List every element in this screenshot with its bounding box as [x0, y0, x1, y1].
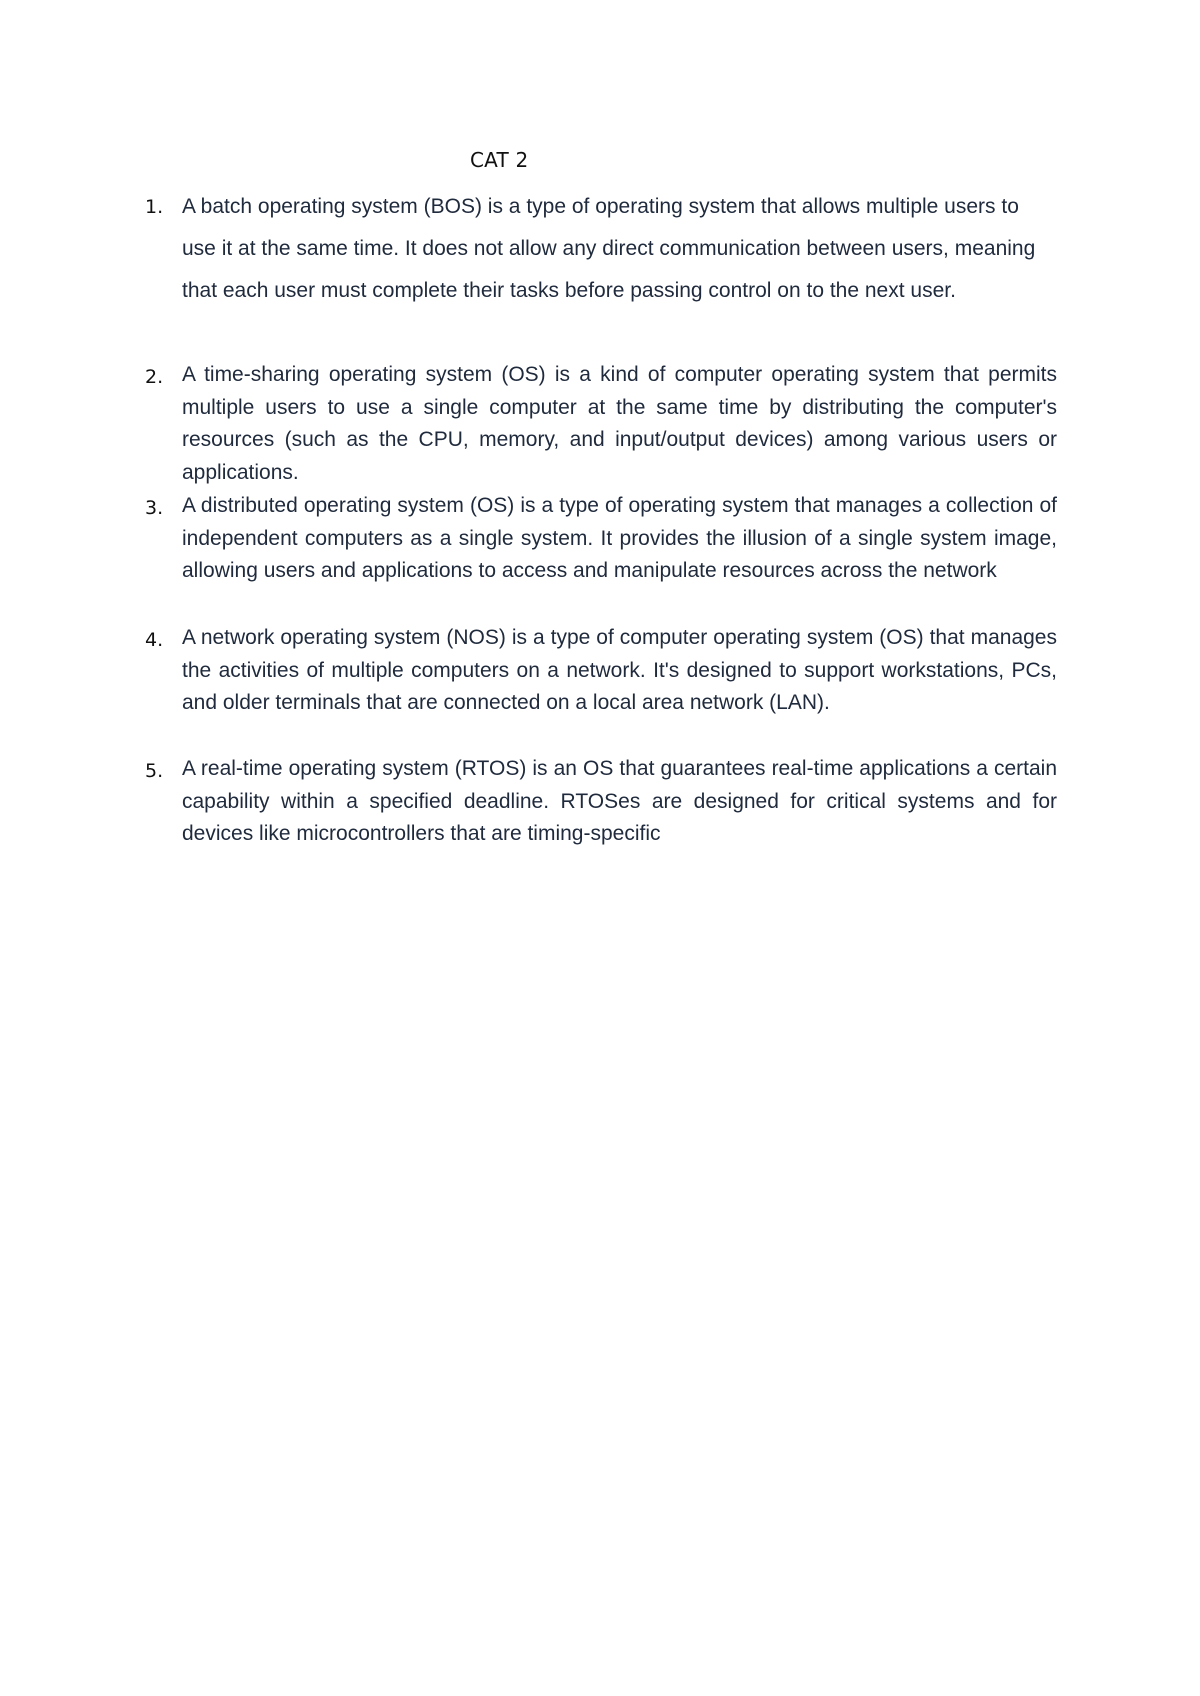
list-item-number: 2. [145, 366, 164, 388]
list-item-number: 3. [145, 497, 164, 519]
list-item-number: 4. [145, 629, 164, 651]
list-item-text: A distributed operating system (OS) is a type of operating system that manages a collection of independent computers as a single system. It provides the illusion of a single system image, allowing users and applications to access and manipulate resources across the network [182, 494, 1057, 582]
list-item-text: A real-time operating system (RTOS) is an OS that guarantees real-time applications a certain capability within a specified deadline. RTOSes are designed for critical systems and for devices like microcontrollers that are timing-specific [182, 757, 1057, 845]
list-item-text: A time-sharing operating system (OS) is a kind of computer operating system that permits multiple users to use a single computer at the same time by distributing the computer's resources (such as the CPU, memory, and input/output devices) among various users or applications. [182, 363, 1057, 484]
list-item-text: A batch operating system (BOS) is a type of operating system that allows multiple users to use it at the same time. It does not allow any direct communication between users, meaning that each user must complete their tasks before passing control on to the next user. [182, 195, 1036, 302]
list-item-text: A network operating system (NOS) is a type of computer operating system (OS) that manages the activities of multiple computers on a network. It's designed to support workstations, PCs, and older terminals that are connected on a local area network (LAN). [182, 626, 1057, 714]
document-title: CAT 2 [470, 148, 529, 172]
list-item-number: 1. [145, 196, 164, 218]
list-item-number: 5. [145, 760, 164, 782]
